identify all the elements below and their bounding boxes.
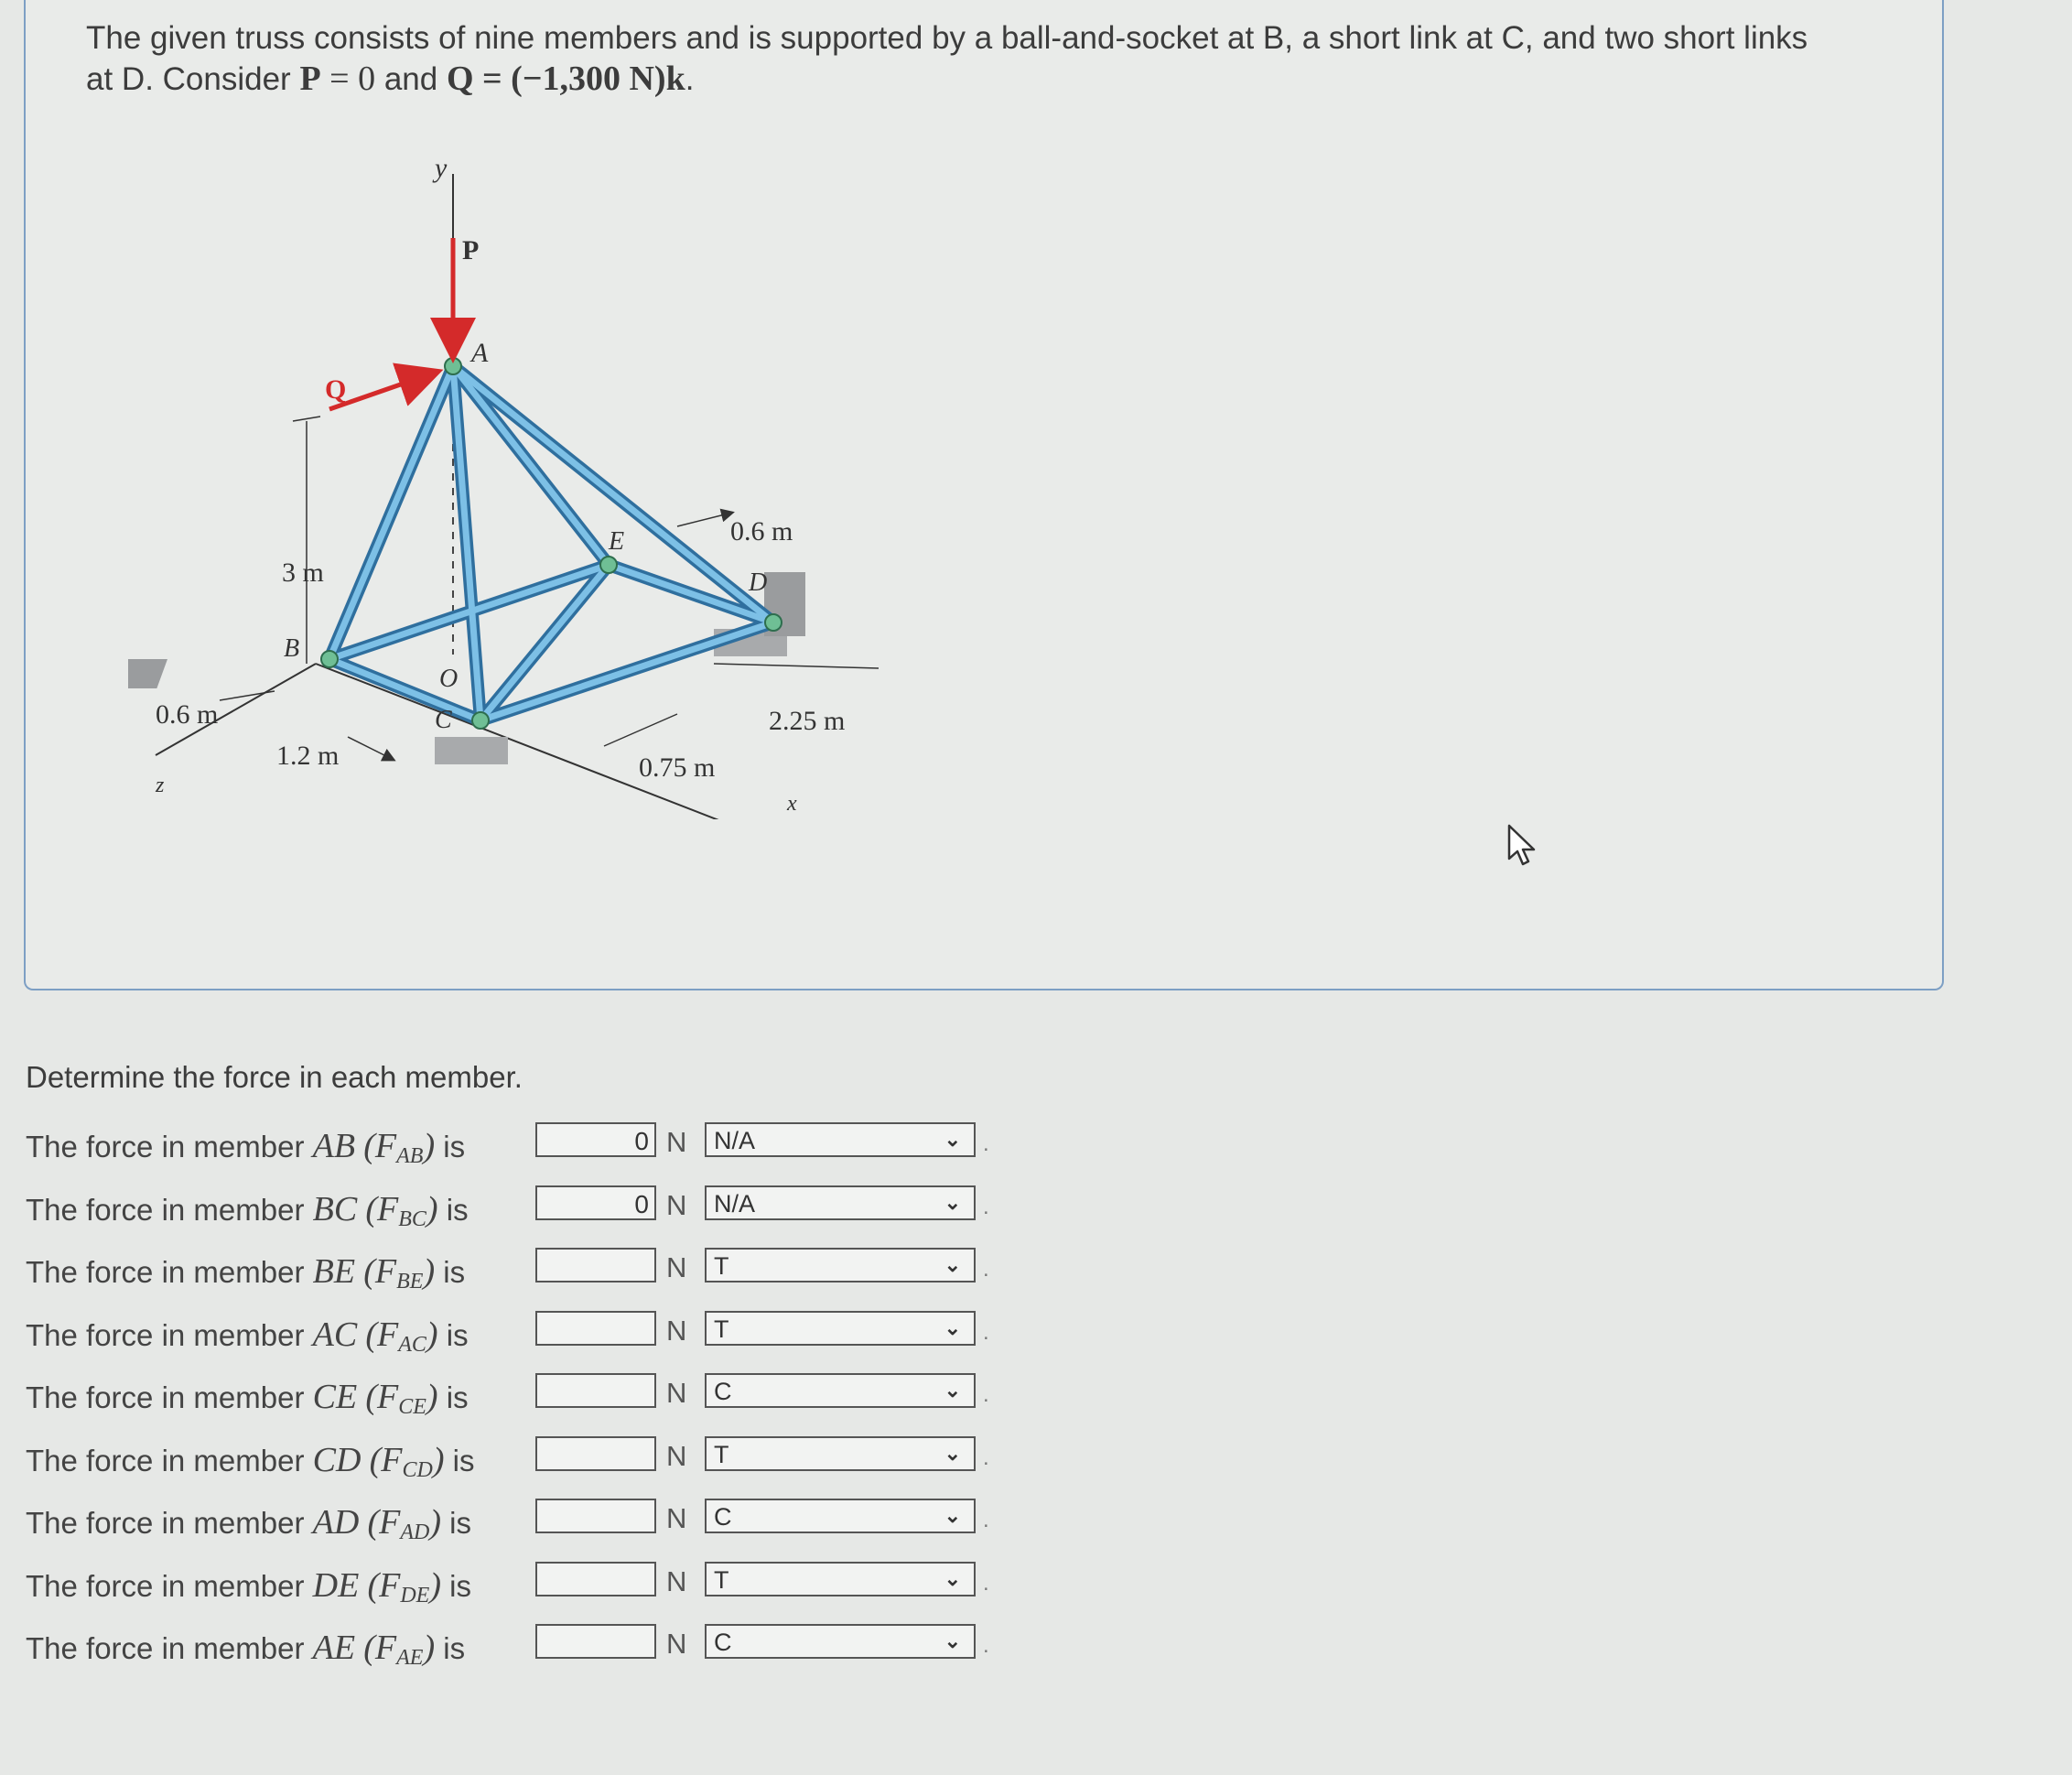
mouse-pointer-icon — [1505, 824, 1542, 870]
chevron-down-icon: ⌄ — [944, 1315, 961, 1339]
row-label: The force in member BC $(F_{BC})$ is — [26, 1189, 469, 1231]
chevron-down-icon: ⌄ — [944, 1441, 961, 1465]
row-label: The force in member CE $(F_{CE})$ is — [26, 1378, 469, 1419]
unit-label: N — [666, 1377, 687, 1409]
chevron-down-icon: ⌄ — [944, 1379, 961, 1402]
row-label: The force in member CD $(F_{CD})$ is — [26, 1440, 475, 1482]
period-mark: . — [983, 1194, 989, 1219]
tension-compression-select-cd[interactable]: T ⌄ — [705, 1436, 976, 1471]
dim-12m-line — [348, 737, 394, 760]
label-q: Q — [325, 374, 347, 405]
label-a: A — [471, 338, 489, 368]
unit-label: N — [666, 1439, 687, 1472]
tension-compression-select-ce[interactable]: C ⌄ — [705, 1373, 976, 1408]
label-e: E — [609, 527, 625, 556]
problem-statement — [86, 18, 1916, 100]
label-o: O — [439, 665, 459, 693]
unit-label: N — [666, 1251, 687, 1283]
force-input-ac[interactable] — [535, 1311, 656, 1346]
unit-label: N — [666, 1126, 687, 1158]
period-mark: . — [983, 1445, 989, 1470]
unit-label: N — [666, 1564, 687, 1597]
unit-label: N — [666, 1502, 687, 1534]
chevron-down-icon: ⌄ — [944, 1566, 961, 1590]
dim-06m-top-line — [677, 513, 732, 526]
dim-075m-line — [604, 714, 677, 746]
label-d: D — [749, 568, 768, 597]
dim-12m-label: 1.2 m — [276, 741, 340, 771]
force-input-bc[interactable]: 0 — [535, 1185, 656, 1220]
period-mark: . — [983, 1570, 989, 1596]
tension-compression-select-ad[interactable]: C ⌄ — [705, 1499, 976, 1533]
row-label: The force in member DE $(F_{DE})$ is — [26, 1565, 471, 1607]
tension-compression-select-ab[interactable]: N/A ⌄ — [705, 1122, 976, 1157]
chevron-down-icon: ⌄ — [944, 1504, 961, 1527]
dim-3m-label: 3 m — [282, 557, 324, 588]
label-x: x — [787, 792, 797, 816]
tension-compression-select-ac[interactable]: T ⌄ — [705, 1311, 976, 1346]
row-label: The force in member AE $(F_{AE})$ is — [26, 1629, 466, 1670]
chevron-down-icon: ⌄ — [944, 1253, 961, 1276]
period-mark: . — [983, 1633, 989, 1658]
support-b — [128, 659, 167, 688]
label-y: y — [435, 153, 448, 183]
statement-line-1: The given truss consists of nine members and is supported by a ball-and-socket at B, a short link at C, and two short links — [86, 20, 1808, 56]
force-input-ad[interactable] — [535, 1499, 656, 1533]
row-label: The force in member AB $(F_{AB})$ is — [26, 1127, 466, 1168]
period-mark: . — [983, 1319, 989, 1345]
row-label: The force in member AD $(F_{AD})$ is — [26, 1503, 471, 1544]
joint-b — [321, 651, 338, 667]
joint-a — [445, 358, 461, 374]
support-c — [435, 737, 508, 764]
period-mark: . — [983, 1508, 989, 1532]
force-input-ae[interactable] — [535, 1624, 656, 1659]
label-z: z — [156, 774, 165, 797]
unit-label: N — [666, 1628, 687, 1660]
period-mark: . — [983, 1131, 989, 1156]
unit-label: N — [666, 1314, 687, 1347]
joint-e — [600, 557, 617, 573]
label-b: B — [284, 634, 300, 663]
chevron-down-icon: ⌄ — [944, 1190, 961, 1214]
dim-225m-label: 2.25 m — [769, 706, 846, 736]
period-mark: . — [983, 1257, 989, 1282]
force-input-de[interactable] — [535, 1562, 656, 1596]
row-label: The force in member AC $(F_{AC})$ is — [26, 1315, 469, 1357]
dim-225m-line — [714, 664, 879, 668]
unit-label: N — [666, 1188, 687, 1221]
dim-06m-left-line — [220, 691, 275, 700]
truss-figure — [128, 151, 906, 819]
chevron-down-icon: ⌄ — [944, 1629, 961, 1652]
tension-compression-select-bc[interactable]: N/A ⌄ — [705, 1185, 976, 1220]
force-input-ce[interactable] — [535, 1373, 656, 1408]
force-input-ab[interactable]: 0 — [535, 1122, 656, 1157]
dim-06m-left-label: 0.6 m — [156, 699, 219, 730]
tension-compression-select-de[interactable]: T ⌄ — [705, 1562, 976, 1596]
label-c: C — [435, 706, 452, 734]
dim-06m-top-label: 0.6 m — [730, 516, 793, 547]
chevron-down-icon: ⌄ — [944, 1128, 961, 1151]
statement-line-2: at D. Consider P = 0 and Q = (−1,300 N)k. — [86, 60, 695, 98]
instructions: Determine the force in each member. — [26, 1060, 523, 1094]
tension-compression-select-ae[interactable]: C ⌄ — [705, 1624, 976, 1659]
label-p: P — [462, 235, 480, 265]
period-mark: . — [983, 1382, 989, 1407]
force-input-be[interactable] — [535, 1248, 656, 1283]
force-input-cd[interactable] — [535, 1436, 656, 1471]
tension-compression-select-be[interactable]: T ⌄ — [705, 1248, 976, 1283]
joint-d — [765, 614, 782, 631]
row-label: The force in member BE $(F_{BE})$ is — [26, 1252, 466, 1293]
joint-c — [472, 712, 489, 729]
dim-075m-label: 0.75 m — [639, 752, 716, 783]
